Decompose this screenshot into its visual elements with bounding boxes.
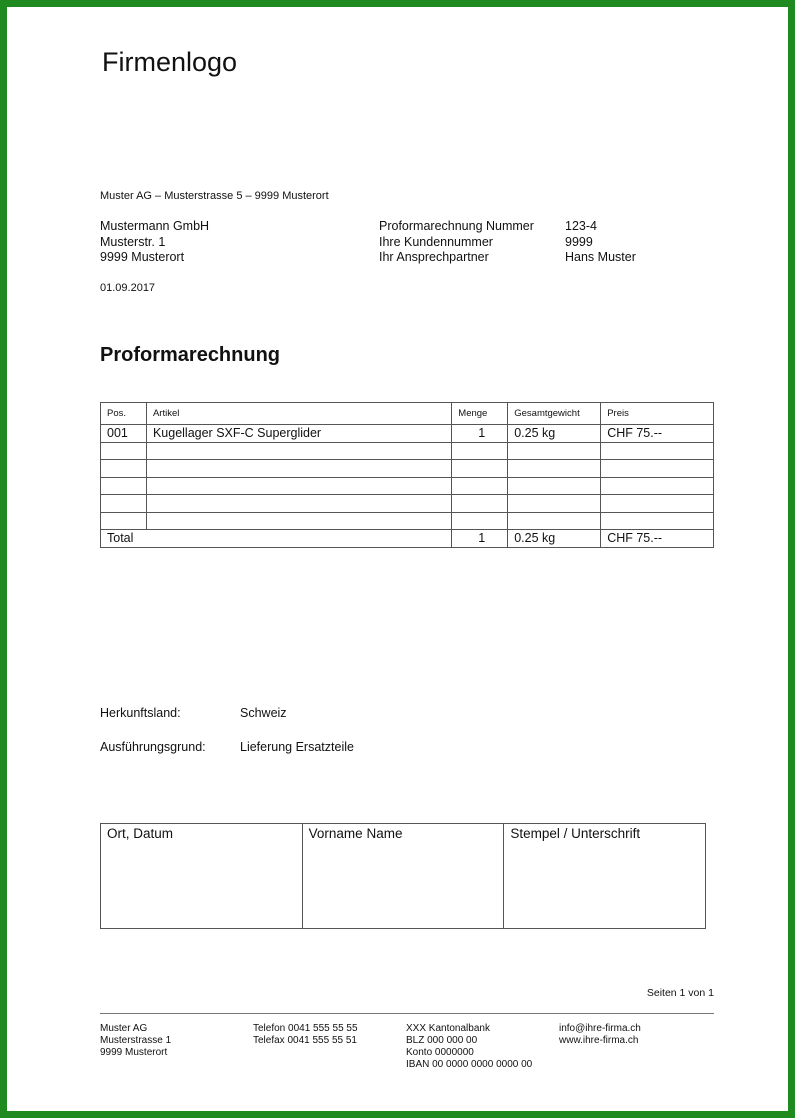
table-row-empty — [101, 495, 714, 513]
total-menge: 1 — [452, 530, 508, 548]
footer-line: 9999 Musterort — [100, 1047, 168, 1058]
meta-label: Proformarechnung Nummer — [379, 219, 534, 233]
meta-label: Ihre Kundennummer — [379, 234, 493, 249]
footer-phone — [253, 1023, 358, 1047]
items-table — [100, 402, 714, 548]
document-date: 01.09.2017 — [100, 282, 156, 294]
cell-gewicht: 0.25 kg — [508, 425, 601, 443]
table-row-empty — [101, 460, 714, 478]
total-label: Total — [101, 530, 452, 548]
footer-line: XXX Kantonalbank — [406, 1023, 490, 1034]
header-menge: Menge — [452, 403, 508, 425]
footer-line: Telefax 0041 555 55 51 — [253, 1035, 357, 1046]
signature-name: Vorname Name — [302, 824, 504, 929]
sender-line: Muster AG – Musterstrasse 5 – 9999 Musterort — [100, 190, 329, 202]
meta-row — [379, 250, 636, 266]
meta-row — [379, 235, 636, 251]
footer-divider — [100, 1013, 714, 1014]
meta-label: Ihr Ansprechpartner — [379, 250, 489, 264]
footer-line: Telefon 0041 555 55 55 — [253, 1023, 358, 1034]
origin-value: Schweiz — [240, 706, 287, 720]
reason-label: Ausführungsgrund: — [100, 740, 206, 754]
invoice-meta — [379, 219, 636, 266]
table-row-empty — [101, 442, 714, 460]
table-row — [101, 425, 714, 443]
recipient-line: 9999 Musterort — [100, 250, 185, 264]
footer-line: BLZ 000 000 00 — [406, 1035, 478, 1046]
meta-value: Hans Muster — [565, 250, 636, 264]
total-preis: CHF 75.-- — [601, 530, 714, 548]
signature-stamp: Stempel / Unterschrift — [504, 824, 706, 929]
meta-row — [379, 219, 636, 235]
table-total-row — [101, 530, 714, 548]
footer-web — [559, 1023, 641, 1047]
table-header-row — [101, 403, 714, 425]
recipient-address — [100, 219, 209, 266]
cell-preis: CHF 75.-- — [601, 425, 714, 443]
footer-line: Muster AG — [100, 1023, 148, 1034]
table-row-empty — [101, 512, 714, 530]
origin-row — [100, 706, 287, 720]
signature-place-date: Ort, Datum — [101, 824, 303, 929]
meta-value: 123-4 — [565, 219, 597, 233]
cell-pos: 001 — [101, 425, 147, 443]
meta-value: 9999 — [565, 234, 593, 249]
header-gewicht: Gesamtgewicht — [508, 403, 601, 425]
header-preis: Preis — [601, 403, 714, 425]
cell-menge: 1 — [452, 425, 508, 443]
header-artikel: Artikel — [146, 403, 451, 425]
table-row-empty — [101, 477, 714, 495]
company-logo: Firmenlogo — [102, 47, 238, 77]
recipient-line: Musterstr. 1 — [100, 234, 166, 249]
footer-line: Konto 0000000 — [406, 1047, 474, 1058]
header-pos: Pos. — [101, 403, 147, 425]
recipient-line: Mustermann GmbH — [100, 219, 210, 233]
document-title: Proformarechnung — [100, 344, 281, 366]
signature-table — [100, 823, 706, 929]
page-count: Seiten 1 von 1 — [646, 987, 714, 999]
reason-row — [100, 740, 354, 754]
footer-website[interactable]: www.ihre-firma.ch — [559, 1035, 639, 1046]
reason-value: Lieferung Ersatzteile — [240, 740, 354, 754]
footer-company — [100, 1023, 171, 1059]
footer-line: IBAN 00 0000 0000 0000 00 — [406, 1059, 533, 1070]
cell-artikel: Kugellager SXF-C Superglider — [146, 425, 451, 443]
document-page — [7, 7, 788, 1111]
footer-email[interactable]: info@ihre-firma.ch — [559, 1023, 641, 1034]
footer-line: Musterstrasse 1 — [100, 1035, 172, 1046]
total-gewicht: 0.25 kg — [508, 530, 601, 548]
origin-label: Herkunftsland: — [100, 706, 181, 720]
footer-bank — [406, 1023, 532, 1071]
